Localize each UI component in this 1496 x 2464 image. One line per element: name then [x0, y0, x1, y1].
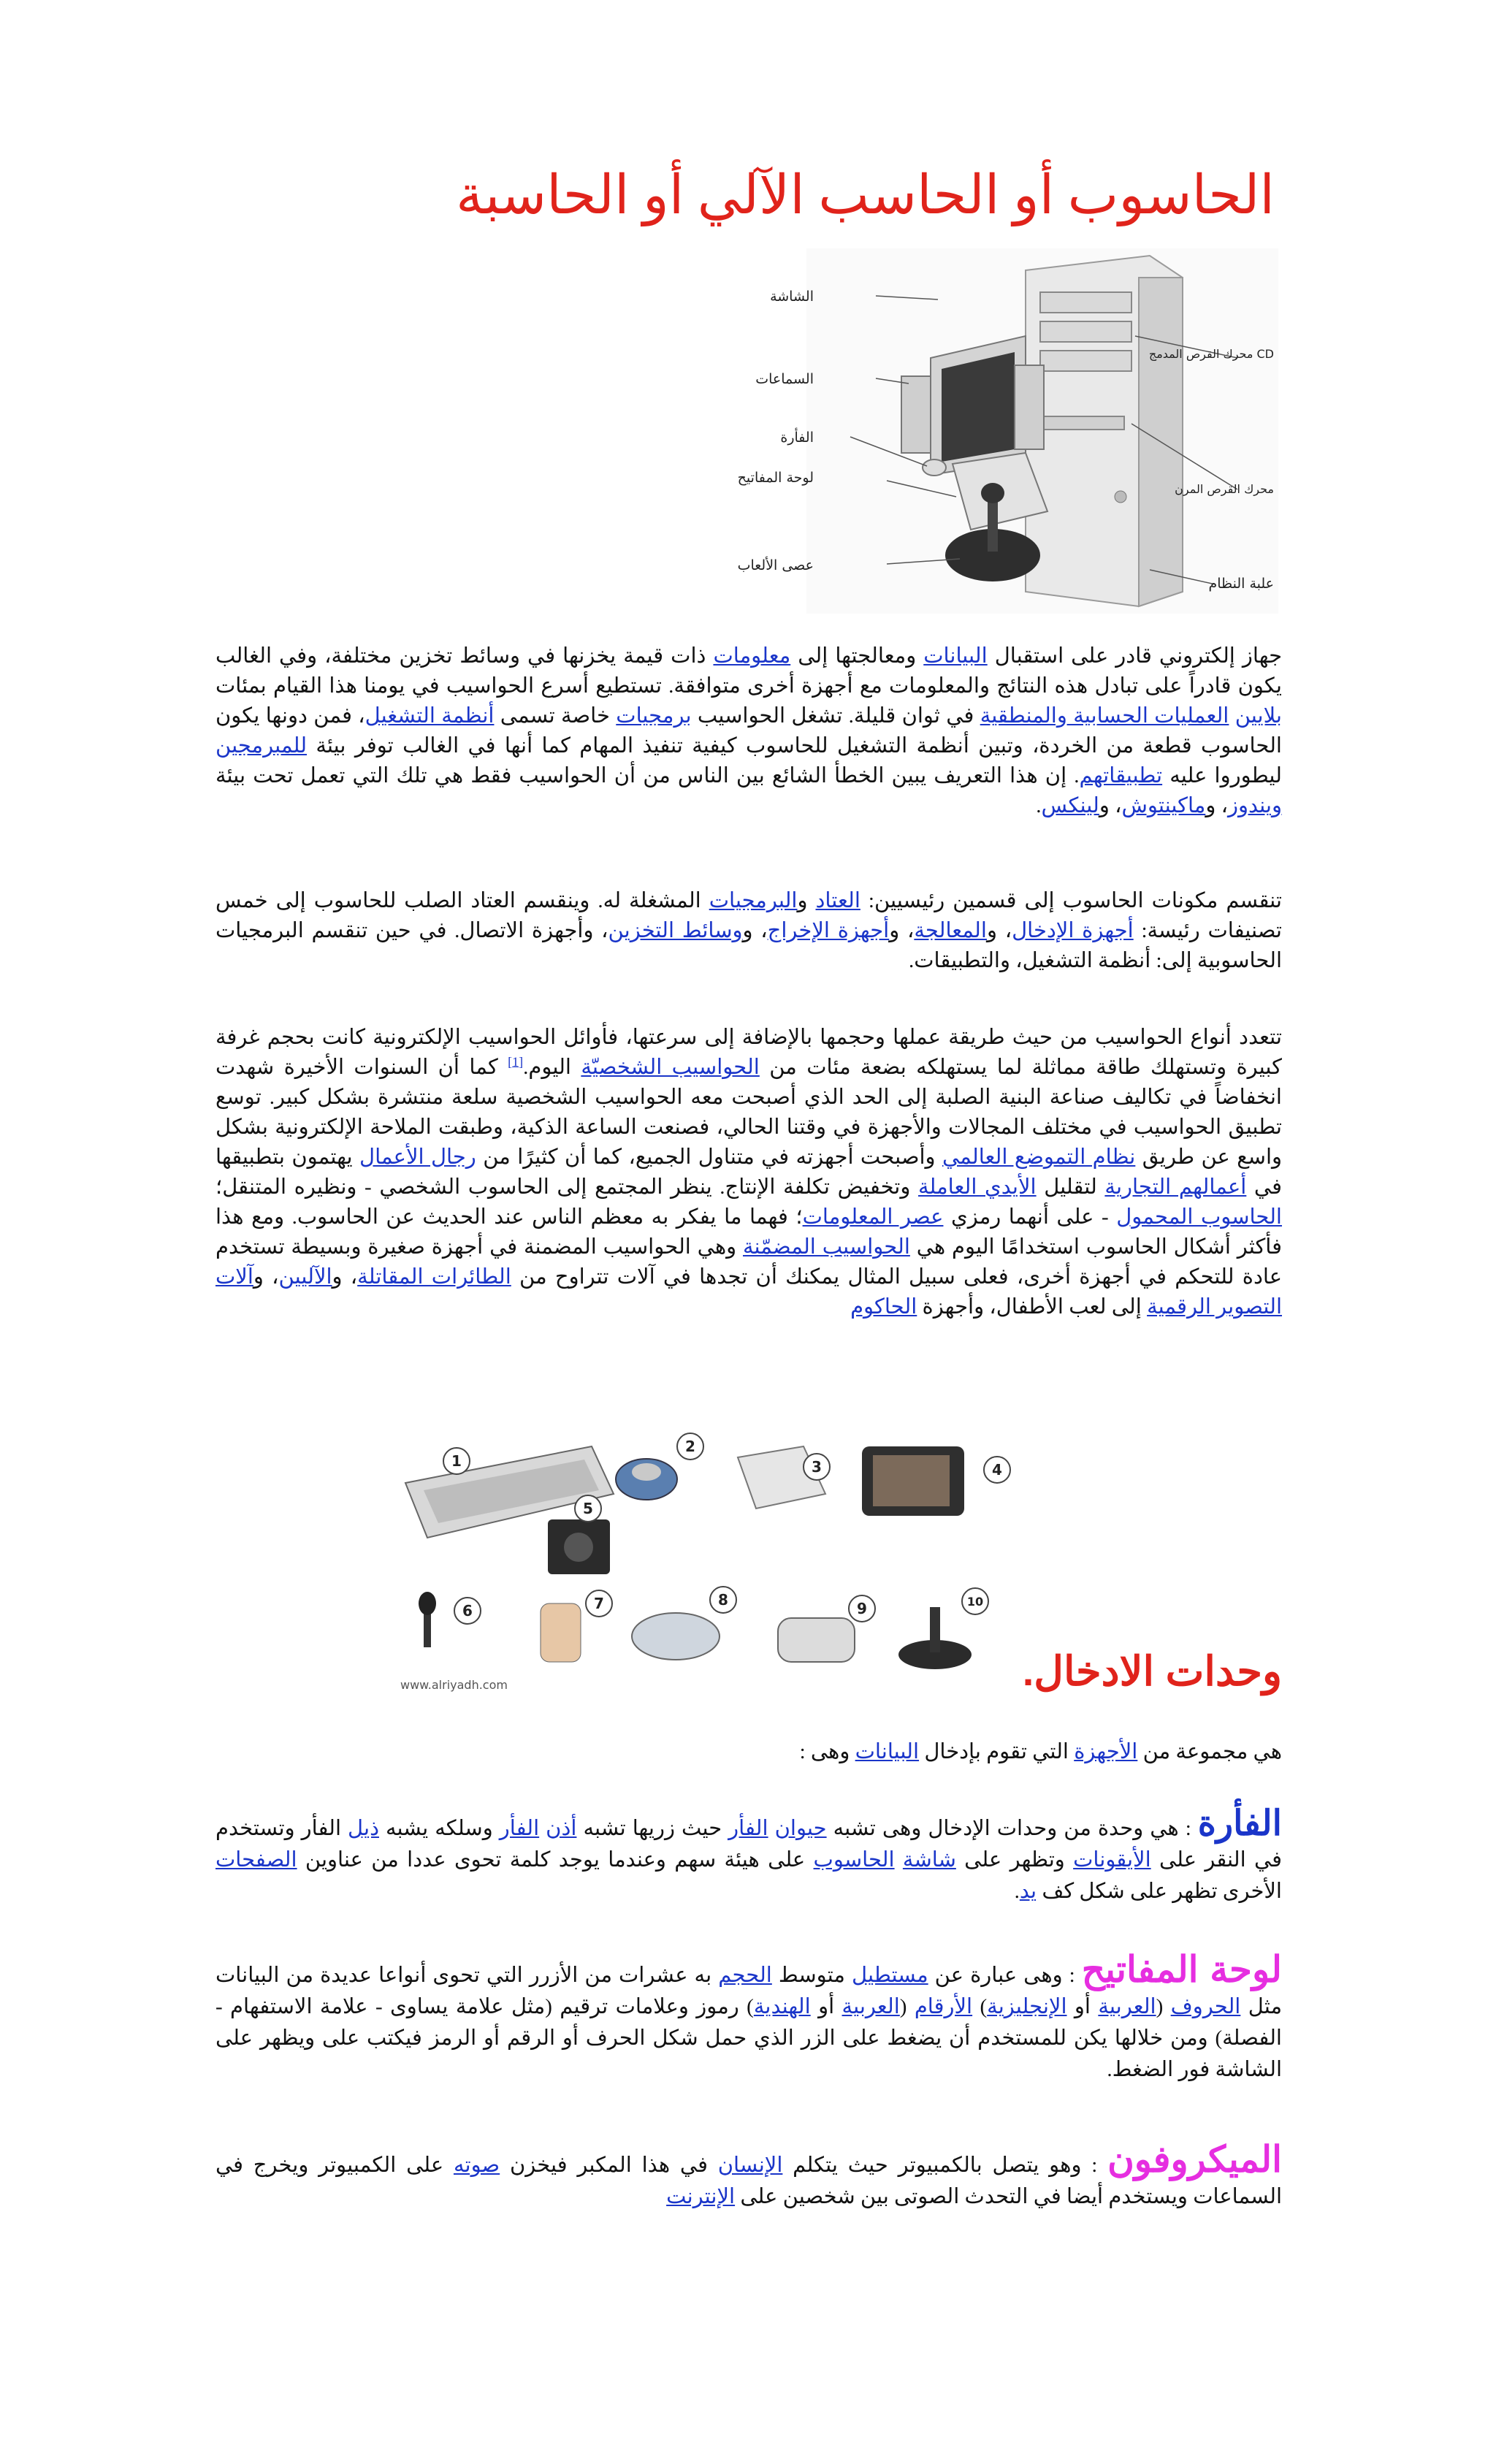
link-input-devices[interactable]: أجهزة الإدخال [1012, 919, 1134, 942]
link-arithmetic-logic-ops[interactable]: العمليات الحسابية والمنطقية [980, 704, 1229, 728]
link-macintosh[interactable]: ماكينتوش [1121, 794, 1206, 817]
device-number: 1 [451, 1452, 462, 1470]
link-business[interactable]: أعمالهم التجارية [1104, 1175, 1247, 1199]
link-hardware[interactable]: العتاد [815, 889, 860, 912]
link-software-2[interactable]: البرمجيات [709, 889, 798, 912]
link-screen[interactable]: شاشة [902, 1848, 956, 1872]
link-english[interactable]: الإنجليزية [987, 1995, 1067, 2018]
link-information-age[interactable]: عصر المعلومات [802, 1205, 944, 1229]
device-number: 7 [594, 1595, 604, 1612]
link-applications[interactable]: تطبيقاتهم [1079, 764, 1163, 787]
label-screen: الشاشة [770, 289, 814, 305]
link-workforce[interactable]: الأيدي العاملة [917, 1175, 1037, 1199]
mouse-item: الفأرة : هي وحدة من وحدات الإدخال وهى تشبه حيوان الفأر حيث زريها تشبه أذن الفأر وسلكه يشبه ذيل الفأر وتستخدم في النقر على الأيقونات وتظهر على شاشة الحاسوب على هيئة سهم وعندما يوجد كلمة تحوى عددا من عناوين الصفحات الأخرى تظهر على شكل كف يد. [215, 1804, 1282, 1903]
link-rat[interactable]: الفأر [728, 1817, 768, 1840]
intro-paragraph: جهاز إلكتروني قادر على استقبال البيانات ومعالجتها إلى معلومات ذات قيمة يخزنها في وسائط تخزين مختلفة، وفي الغالب يكون قادراً على تبادل هذه النتائج والمعلومات مع أجهزة أخرى متوافقة. تستطيع أسرع الحواسيب في يومنا هذا القيام بمئات بلايين العمليات الحسابية والمنطقية في ثوان قليلة. تشغل الحواسيب برمجيات خاصة تسمى أنظمة التشغيل، فمن دونها يكون الحاسوب قطعة من الخردة، وتبين أنظمة التشغيل للحاسوب كيفية تنفيذ المهام كما أنها في الغالب توفر بيئة للمبرمجين ليطوروا عليه تطبيقاتهم. إن هذا التعريف يبين الخطأ الشائع بين الناس من أن الحواسيب فقط هي تلك التي تعمل تحت بيئة ويندوز، وماكينتوش، ولينكس. [215, 644, 1282, 817]
link-arabic[interactable]: العربية [1098, 1995, 1156, 2018]
link-personal-computers[interactable]: الحواسيب الشخصيّة [581, 1056, 760, 1079]
link-remote-control[interactable]: الحاكوم [850, 1295, 917, 1319]
link-information[interactable]: معلومات [713, 644, 791, 668]
citation-link[interactable]: [1] [508, 1054, 524, 1069]
link-tail[interactable]: ذيل [348, 1817, 379, 1840]
link-ear[interactable]: أذن [546, 1817, 577, 1840]
link-icons[interactable]: الأيقونات [1073, 1848, 1151, 1872]
pointing-device [778, 1618, 855, 1662]
link-computer[interactable]: الحاسوب [813, 1848, 895, 1872]
mouse-term: الفأرة [1197, 1804, 1282, 1843]
computer-parts-figure [737, 248, 1278, 614]
label-cd-drive: محرك القرص المدمج CD [1148, 347, 1274, 361]
link-internet[interactable]: الإنترنت [666, 2185, 736, 2208]
link-businessmen[interactable]: رجال الأعمال [359, 1145, 476, 1169]
fingerprint-device [541, 1603, 581, 1662]
label-joystick: عصى الألعاب [737, 557, 814, 573]
keyboard-term: لوحة المفاتيح [1081, 1949, 1283, 1990]
link-hindi[interactable]: الهندية [753, 1995, 811, 2018]
device-number: 4 [992, 1461, 1002, 1479]
link-human[interactable]: الإنسان [717, 2154, 783, 2177]
link-operating-systems[interactable]: أنظمة التشغيل [365, 704, 495, 728]
link-digital-cameras[interactable]: آلات التصوير الرقمية [215, 1265, 1282, 1319]
label-keyboard: لوحة المفاتيح [737, 470, 814, 486]
link-windows[interactable]: ويندوز [1227, 794, 1282, 817]
link-fighter-jets[interactable]: الطائرات المقاتلة [357, 1265, 511, 1289]
link-processing[interactable]: المعالجة [914, 919, 987, 942]
link-data[interactable]: البيانات [923, 644, 988, 668]
keyboard-item: لوحة المفاتيح : وهى عبارة عن مستطيل متوسط الحجم به عشرات من الأزرر التي تحوى أنواعا عديدة من البيانات مثل الحروف (العربية أو الإنجليزية) الأرقام (العربية أو الهندية) رموز وعلامات ترقيم (مثل علامة يساوى - علامة الاستفهام - الفصلة) ومن خلالها يكن للمستخدم أن يضغط على الزر الذي حمل شكل الحرف أو الرقم أو الرمز فيكتب على ويظهر على الشاشة فور الضغط. [215, 1949, 1283, 2081]
link-billions[interactable]: بلايين [1234, 704, 1282, 728]
link-arabic-2[interactable]: العربية [842, 1995, 900, 2018]
label-system-box: علبة النظام [1208, 576, 1274, 592]
device-number: 9 [857, 1600, 867, 1617]
label-mouse: الفأرة [780, 430, 814, 446]
link-gps[interactable]: نظام التموضع العالمي [942, 1145, 1136, 1169]
link-embedded-computers[interactable]: الحواسيب المضمّنة [742, 1235, 910, 1259]
microphone-item: الميكروفون : وهو يتصل بالكمبيوتر حيث يتكلم الإنسان في هذا المكبر فيخزن صوته على الكمبيوتر ويخرج في السماعات ويستخدم أيضا في التحدث الصوتى بين شخصين على الإنترنت [215, 2139, 1282, 2208]
link-software[interactable]: برمجيات [616, 704, 692, 728]
trackball-device [632, 1613, 720, 1660]
link-output-devices[interactable]: أجهزة الإخراج [767, 919, 890, 942]
link-linux[interactable]: لينكس [1041, 794, 1099, 817]
label-floppy-drive: محرك القرص المرن [1175, 482, 1274, 496]
device-number: 6 [462, 1602, 473, 1620]
device-number: 5 [583, 1500, 593, 1517]
link-devices[interactable]: الأجهزة [1074, 1740, 1138, 1763]
input-devices-figure [394, 1417, 1037, 1698]
microphone-term: الميكروفون [1107, 2139, 1282, 2180]
link-laptop[interactable]: الحاسوب المحمول [1116, 1205, 1282, 1229]
device-number: 10 [966, 1595, 984, 1609]
link-voice[interactable]: صوته [453, 2154, 500, 2177]
input-intro: هي مجموعة من الأجهزة التي تقوم بإدخال البيانات وهى : [799, 1740, 1282, 1763]
link-rectangle[interactable]: مستطيل [851, 1964, 928, 1987]
system-tower-illustration [1026, 256, 1183, 606]
link-programmers[interactable]: للمبرمجين [215, 734, 308, 758]
link-robots[interactable]: الآليين [278, 1265, 332, 1289]
types-paragraph: تتعدد أنواع الحواسيب من حيث طريقة عملها وحجمها بالإضافة إلى سرعتها، فأوائل الحواسيب الإلكترونية كانت بحجم غرفة كبيرة وتستهلك طاقة مماثلة لما يستهلكه بضعة مئات من الحواسيب الشخصيّة اليوم.[1] كما أن السنوات الأخيرة شهدت انخفاضاً في تكاليف صناعة البنية الصلبة إلى الحد الذي أصبحت معه الحواسيب الشخصية سلعة منتشرة بشكل كبير. توسع تطبيق الحواسيب في مختلف المجالات والأجهزة في وقتنا الحالي، فصنعت الساعة الذكية، وطبقت الملاحة الإلكترونية بشكل واسع عن طريق نظام التموضع العالمي وأصبحت أجهزته في متناول الجميع، كما أن كثيرًا من رجال الأعمال يهتمون بتطبيقها في أعمالهم التجارية لتقليل الأيدي العاملة وتخفيض تكلفة الإنتاج. ينظر المجتمع إلى الحاسوب الشخصي - ونظيره المتنقل؛ الحاسوب المحمول - على أنهما رمزي عصر المعلومات؛ فهما ما يفكر به معظم الناس عند الحديث عن الحاسوب. ومع هذا فأكثر أشكال الحاسوب استخدامًا اليوم هي الحواسيب المضمّنة وهي الحواسيب المضمنة في أجهزة صغيرة وبسيطة تستخدم عادة للتحكم في أجهزة أخرى، فعلى سبيل المثال يمكنك أن تجدها في آلات تتراوح من الطائرات المقاتلة، والآليين، وآلات التصوير الرقمية إلى لعب الأطفال، وأجهزة الحاكوم [215, 1026, 1283, 1319]
label-speakers: السماعات [755, 371, 814, 387]
device-number: 2 [685, 1438, 695, 1455]
components-paragraph: تنقسم مكونات الحاسوب إلى قسمين رئيسيين: العتاد والبرمجيات المشغلة له. وينقسم العتاد الصلب للحاسوب إلى خمس تصنيفات رئيسة: أجهزة الإدخال، والمعالجة، وأجهزة الإخراج، ووسائط التخزين، وأجهزة الاتصال. في حين تنقسم البرمجيات الحاسوبية إلى: أنظمة التشغيل، والتطبيقات. [215, 889, 1283, 972]
device-number: 3 [812, 1458, 822, 1476]
watermark: www.alriyadh.com [400, 1678, 508, 1692]
link-numbers[interactable]: الأرقام [914, 1995, 973, 2018]
link-rat-2[interactable]: الفأر [499, 1817, 540, 1840]
input-units-heading: وحدات الادخال. [1022, 1648, 1282, 1694]
device-number: 8 [718, 1591, 728, 1609]
link-size[interactable]: الحجم [718, 1964, 772, 1987]
link-data-2[interactable]: البيانات [855, 1740, 920, 1763]
link-hand[interactable]: يد [1019, 1880, 1037, 1903]
link-animal[interactable]: حيوان [774, 1817, 827, 1840]
link-pages[interactable]: الصفحات [215, 1848, 297, 1872]
link-storage-media[interactable]: وسائط التخزين [608, 919, 743, 942]
page-title: الحاسوب أو الحاسب الآلي أو الحاسبة [456, 166, 1275, 226]
link-letters[interactable]: الحروف [1170, 1995, 1241, 2018]
